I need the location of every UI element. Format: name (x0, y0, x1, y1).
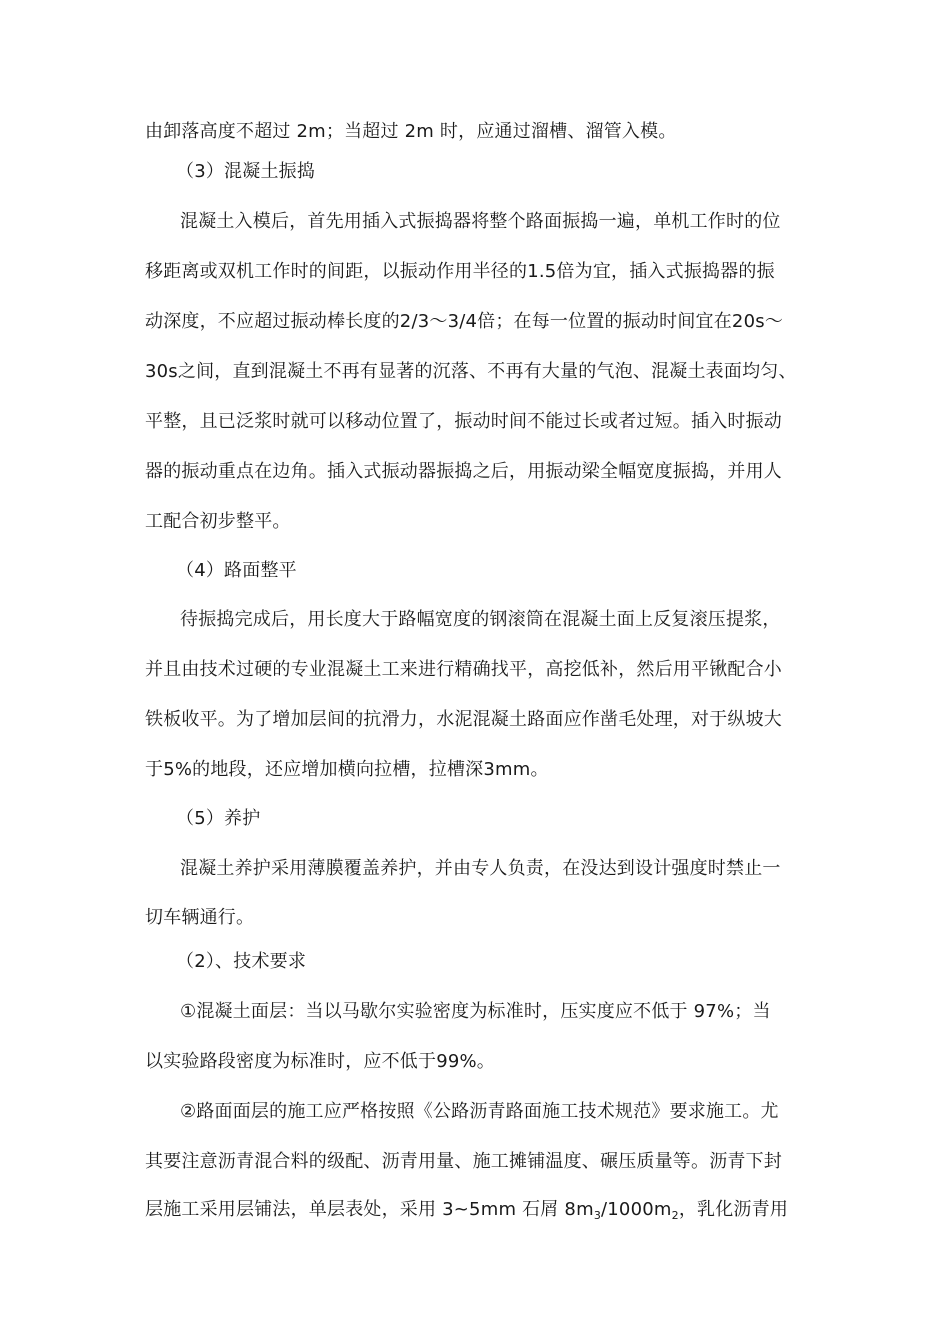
text-line: 混凝土入模后，首先用插入式振捣器将整个路面振捣一遍，单机工作时的位 (180, 211, 781, 232)
text-line: 工配合初步整平。 (145, 511, 291, 532)
text-segment: ，乳化沥青用 (678, 1199, 789, 1220)
text-line: 铁板收平。为了增加层间的抗滑力，水泥混凝土路面应作凿毛处理，对于纵坡大 (145, 709, 782, 730)
text-line: 其要注意沥青混合料的级配、沥青用量、施工摊铺温度、碾压质量等。沥青下封 (145, 1151, 782, 1172)
text-line: 于5%的地段，还应增加横向拉槽，拉槽深3mm。 (145, 759, 549, 780)
subscript: 2 (671, 1209, 679, 1222)
text-segment: /1000m (601, 1199, 672, 1220)
text-line: 30s之间，直到混凝土不再有显著的沉落、不再有大量的气泡、混凝土表面均匀、 (145, 361, 797, 382)
section-heading-3: （3）混凝土振捣 (176, 161, 316, 182)
text-segment: 层施工采用层铺法，单层表处，采用 3~5mm 石屑 8m (145, 1199, 594, 1220)
text-line: 平整，且已泛浆时就可以移动位置了，振动时间不能过长或者过短。插入时振动 (145, 411, 782, 432)
text-line (145, 1198, 788, 1224)
text-line: 待振捣完成后，用长度大于路幅宽度的钢滚筒在混凝土面上反复滚压提浆， (180, 609, 781, 630)
section-heading-tech-requirements: （2）、技术要求 (176, 951, 307, 972)
text-line: 移距离或双机工作时的间距，以振动作用半径的1.5倍为宜，插入式振捣器的振 (145, 261, 775, 282)
text-line: ②路面面层的施工应严格按照《公路沥青路面施工技术规范》要求施工。尤 (180, 1101, 779, 1122)
text-line: 以实验路段密度为标准时，应不低于99%。 (145, 1051, 496, 1072)
text-line: 动深度，不应超过振动棒长度的2/3～3/4倍；在每一位置的振动时间宜在20s～ (145, 311, 784, 332)
text-line: 并且由技术过硬的专业混凝土工来进行精确找平，高挖低补，然后用平锹配合小 (145, 659, 782, 680)
text-line: 切车辆通行。 (145, 907, 255, 928)
section-heading-4: （4）路面整平 (176, 560, 297, 581)
text-line: ①混凝土面层：当以马歇尔实验密度为标准时，压实度应不低于 97%；当 (180, 1001, 771, 1022)
text-line: 器的振动重点在边角。插入式振动器振捣之后，用振动梁全幅宽度振捣，并用人 (145, 461, 782, 482)
text-line: 由卸落高度不超过 2m；当超过 2m 时，应通过溜槽、溜管入模。 (145, 121, 677, 142)
text-line: 混凝土养护采用薄膜覆盖养护，并由专人负责，在没达到设计强度时禁止一 (180, 858, 781, 879)
section-heading-5: （5）养护 (176, 808, 261, 829)
subscript: 3 (593, 1209, 602, 1222)
